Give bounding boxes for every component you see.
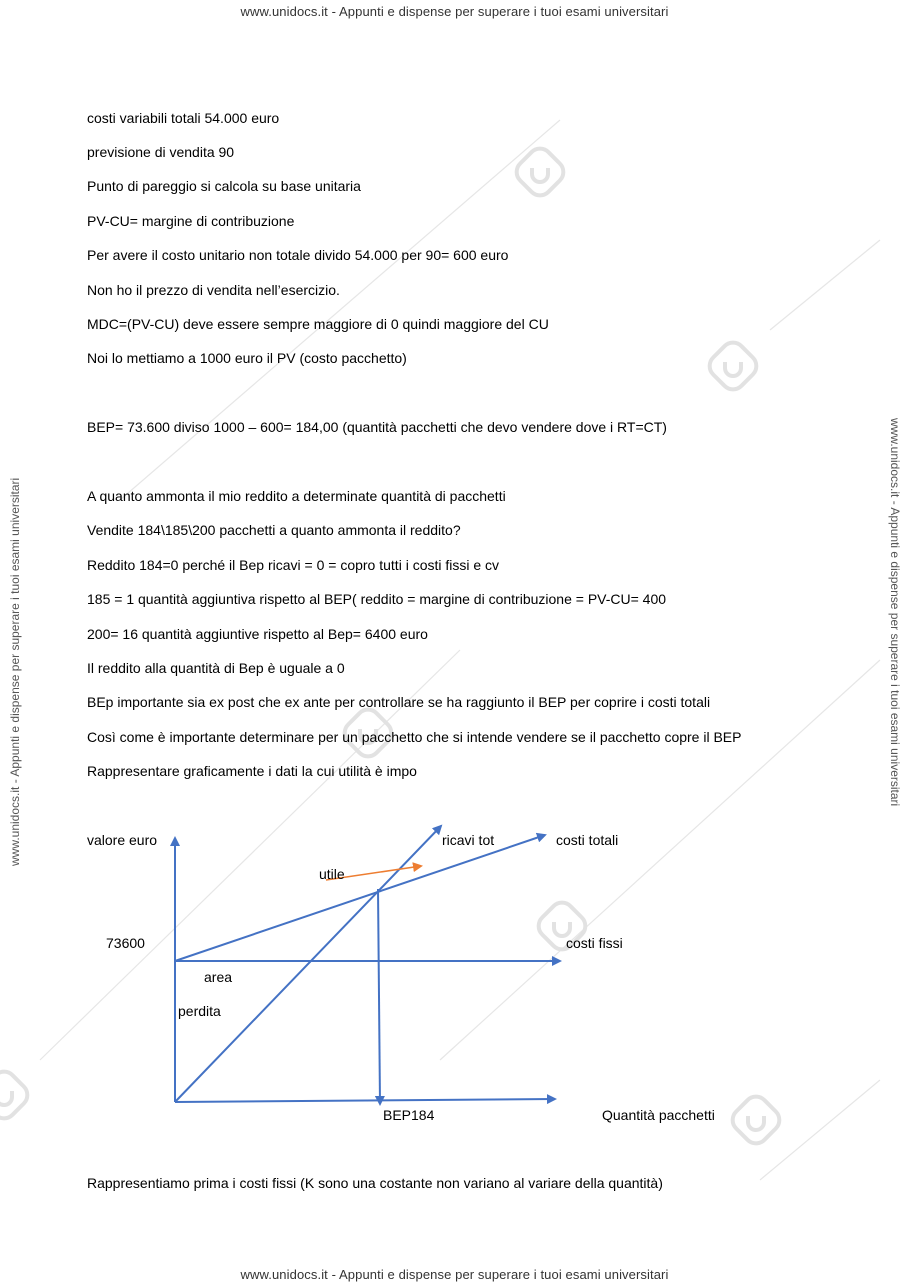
text-line: PV-CU= margine di contribuzione — [87, 213, 295, 229]
x-axis — [175, 1099, 555, 1102]
text-line: Reddito 184=0 perché il Bep ricavi = 0 = copro tutti i costi fissi e cv — [87, 557, 500, 573]
loss-area-label-2: perdita — [178, 1003, 221, 1019]
page-header: www.unidocs.it - Appunti e dispense per superare i tuoi esami universitari — [240, 4, 669, 19]
fixed-cost-value: 73600 — [106, 935, 145, 951]
text-line: A quanto ammonta il mio reddito a determinate quantità di pacchetti — [87, 488, 506, 504]
side-watermark-left: www.unidocs.it - Appunti e dispense per superare i tuoi esami universitari — [8, 477, 22, 866]
text-line: Per avere il costo unitario non totale divido 54.000 per 90= 600 euro — [87, 247, 509, 263]
side-watermark-right: www.unidocs.it - Appunti e dispense per superare i tuoi esami universitari — [888, 418, 902, 807]
revenue-label: ricavi tot — [442, 832, 495, 848]
bep-drop-line — [378, 889, 380, 1104]
text-line: Il reddito alla quantità di Bep è uguale a 0 — [87, 660, 345, 676]
loss-area-label: area — [204, 969, 233, 985]
text-line: MDC=(PV-CU) deve essere sempre maggiore di 0 quindi maggiore del CU — [87, 316, 549, 332]
text-line: Noi lo mettiamo a 1000 euro il PV (costo pacchetto) — [87, 350, 407, 366]
profit-label: utile — [319, 866, 345, 882]
text-line: Così come è importante determinare per un pacchetto che si intende vendere se il pacchetto copre il BEP — [87, 729, 742, 745]
text-line: previsione di vendita 90 — [87, 144, 235, 160]
total-cost-label: costi totali — [556, 832, 619, 848]
fixed-cost-label: costi fissi — [566, 935, 623, 951]
text-line: Punto di pareggio si calcola su base unitaria — [87, 178, 361, 194]
text-line: Rappresentare graficamente i dati la cui utilità è impo — [87, 763, 417, 779]
revenue-line — [175, 826, 441, 1102]
page-footer: www.unidocs.it - Appunti e dispense per superare i tuoi esami universitari — [240, 1267, 669, 1282]
text-line: 185 = 1 quantità aggiuntiva rispetto al BEP( reddito = margine di contribuzione = PV-CU= 400 — [87, 591, 667, 607]
text-line: Non ho il prezzo di vendita nell’esercizio. — [87, 282, 340, 298]
text-line: costi variabili totali 54.000 euro — [87, 110, 280, 126]
text-line: Vendite 184\185\200 pacchetti a quanto ammonta il reddito? — [87, 522, 461, 538]
bep-label: BEP184 — [383, 1107, 435, 1123]
x-axis-label: Quantità pacchetti — [602, 1107, 715, 1123]
closing-line: Rappresentiamo prima i costi fissi (K sono una costante non variano al variare della quantità) — [87, 1175, 663, 1191]
text-line: BEP= 73.600 diviso 1000 – 600= 184,00 (quantità pacchetti che devo vendere dove i RT=CT) — [87, 419, 667, 435]
y-axis-label: valore euro — [87, 832, 158, 848]
text-line: BEp importante sia ex post che ex ante per controllare se ha raggiunto il BEP per coprire i costi totali — [87, 694, 711, 710]
total-cost-line — [175, 835, 545, 961]
text-line: 200= 16 quantità aggiuntive rispetto al Bep= 6400 euro — [87, 626, 428, 642]
